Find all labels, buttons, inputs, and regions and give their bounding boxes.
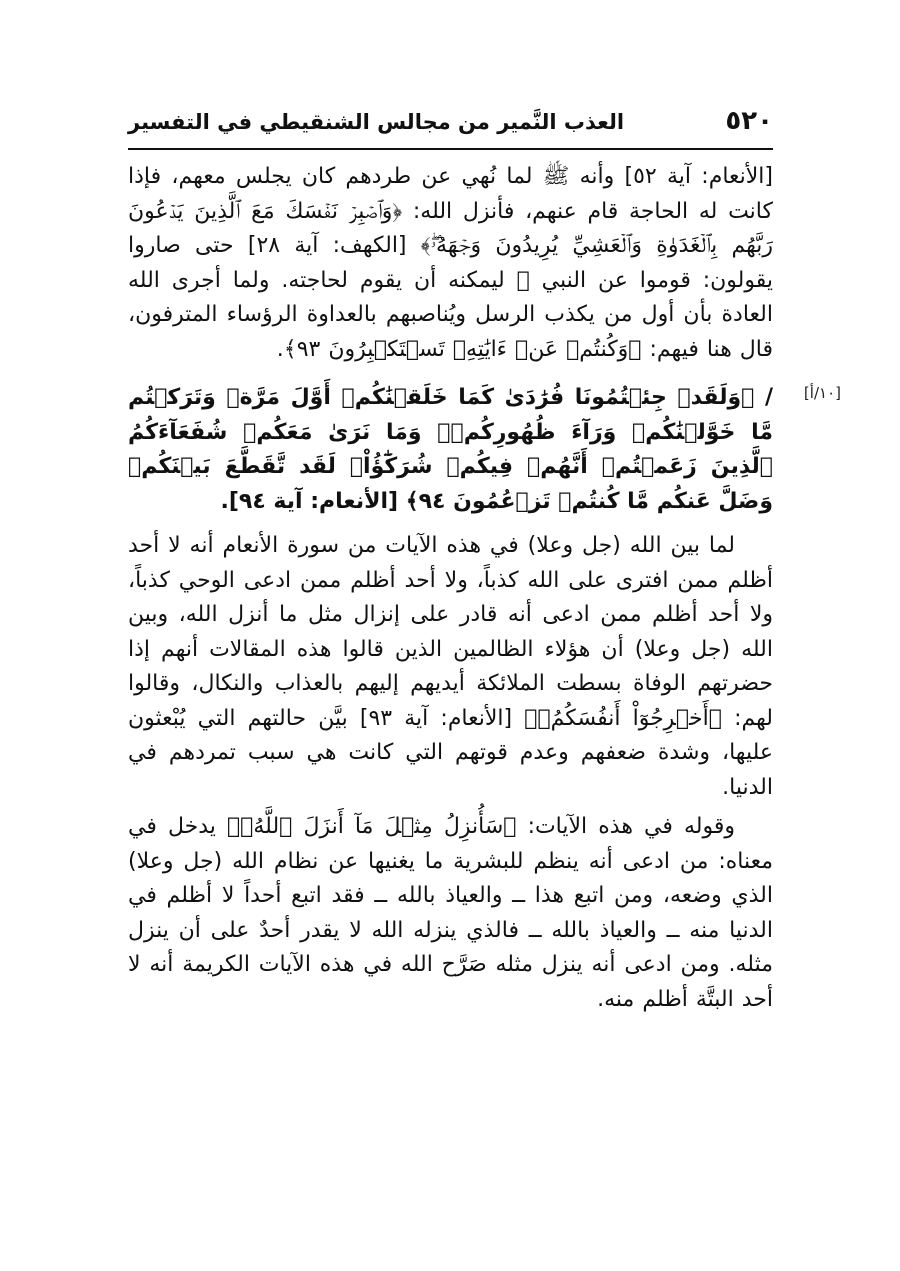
paragraph-continuation: [الأنعام: آية ٥٢] وأنه ﷺ لما نُهي عن طردهم كان يجلس معهم، فإذا كانت له الحاجة قام عنهم، فأنزل الله: ﴿وَٱصۡبِرۡ نَفۡسَكَ مَعَ ٱلَّذِينَ يَدۡعُونَ رَبَّهُم بِٱلۡغَدَوٰةِ وَٱلۡعَشِيِّ يُرِيدُونَ وَجۡهَهُۥۖ﴾ [الكهف: آية ٢٨] حتى صاروا يقولون: قوموا عن النبي ﷺ ليمكنه أن يقوم لحاجته. ولما أجرى الله العادة بأن أول من يكذب الرسل ويُناصبهم بالعداوة الرؤساء المترفون، قال هنا فيهم: ﴿وَكُنتُمۡ عَنۡ ءَايَٰتِهِۦ تَسۡتَكۡبِرُونَ ٩٣﴾. xyxy=(128,164,773,362)
quran-verse-94: / ﴿وَلَقَدۡ جِئۡتُمُونَا فُرَٰدَىٰ كَمَا خَلَقۡنَٰكُمۡ أَوَّلَ مَرَّةٖ وَتَرَكۡتُم مَّا خَوَّلۡنَٰكُمۡ وَرَآءَ ظُهُورِكُمۡۖ وَمَا نَرَىٰ مَعَكُمۡ شُفَعَآءَكُمُ ٱلَّذِينَ زَعَمۡتُمۡ أَنَّهُمۡ فِيكُمۡ شُرَكَٰٓؤُاْۚ لَقَد تَّقَطَّعَ بَيۡنَكُمۡ وَضَلَّ عَنكُم مَّا كُنتُمۡ تَزۡعُمُونَ ٩٤﴾ [الأنعام: آية ٩٤]. xyxy=(128,385,773,514)
paragraph-explanation: لما بين الله (جل وعلا) في هذه الآيات من سورة الأنعام أنه لا أحد أظلم ممن افترى على الله كذباً، ولا أحد أظلم ممن ادعى الوحي كذباً، ولا أحد أظلم ممن ادعى أنه قادر على إنزال مثل ما أنزل الله، وبين الله (جل وعلا) أن هؤلاء الظالمين الذين قالوا هذه المقالات أنهم إذا حضرتهم الوفاة بسطت الملائكة أيديهم إليهم بالعذاب والنكال، وقالوا لهم: ﴿أَخۡرِجُوٓاْ أَنفُسَكُمُۖ﴾ [الأنعام: آية ٩٣] بيَّن حالتهم التي يُبْعثون عليها، وشدة ضعفهم وعدم قوتهم التي كانت هي سبب تمردهم في الدنيا. xyxy=(128,533,773,800)
paragraph-commentary: وقوله في هذه الآيات: ﴿سَأُنزِلُ مِثۡلَ مَآ أَنزَلَ ٱللَّهُۗ﴾ يدخل في معناه: من ادعى أنه ينظم للبشرية ما يغنيها عن نظام الله (جل وعلا) الذي وضعه، ومن اتبع هذا ــ والعياذ بالله ــ فقد اتبع أحداً لا أظلم في الدنيا منه ــ والعياذ بالله ــ فالذي ينزله الله لا يقدر أحدٌ على أن ينزل مثله. ومن ادعى أنه ينزل مثله صَرَّح الله في هذه الآيات الكريمة أنه لا أحد البتَّة أظلم منه. xyxy=(128,814,773,1012)
running-title: العذب النَّمير من مجالس الشنقيطي في التفسير xyxy=(128,110,625,134)
manuscript-margin-reference: [١٠/أ] xyxy=(803,384,841,402)
page-header xyxy=(128,100,773,146)
page-body xyxy=(128,160,841,1017)
header-divider xyxy=(128,148,773,150)
verse-block xyxy=(128,381,841,519)
page-number: ٥٢٠ xyxy=(725,106,773,136)
